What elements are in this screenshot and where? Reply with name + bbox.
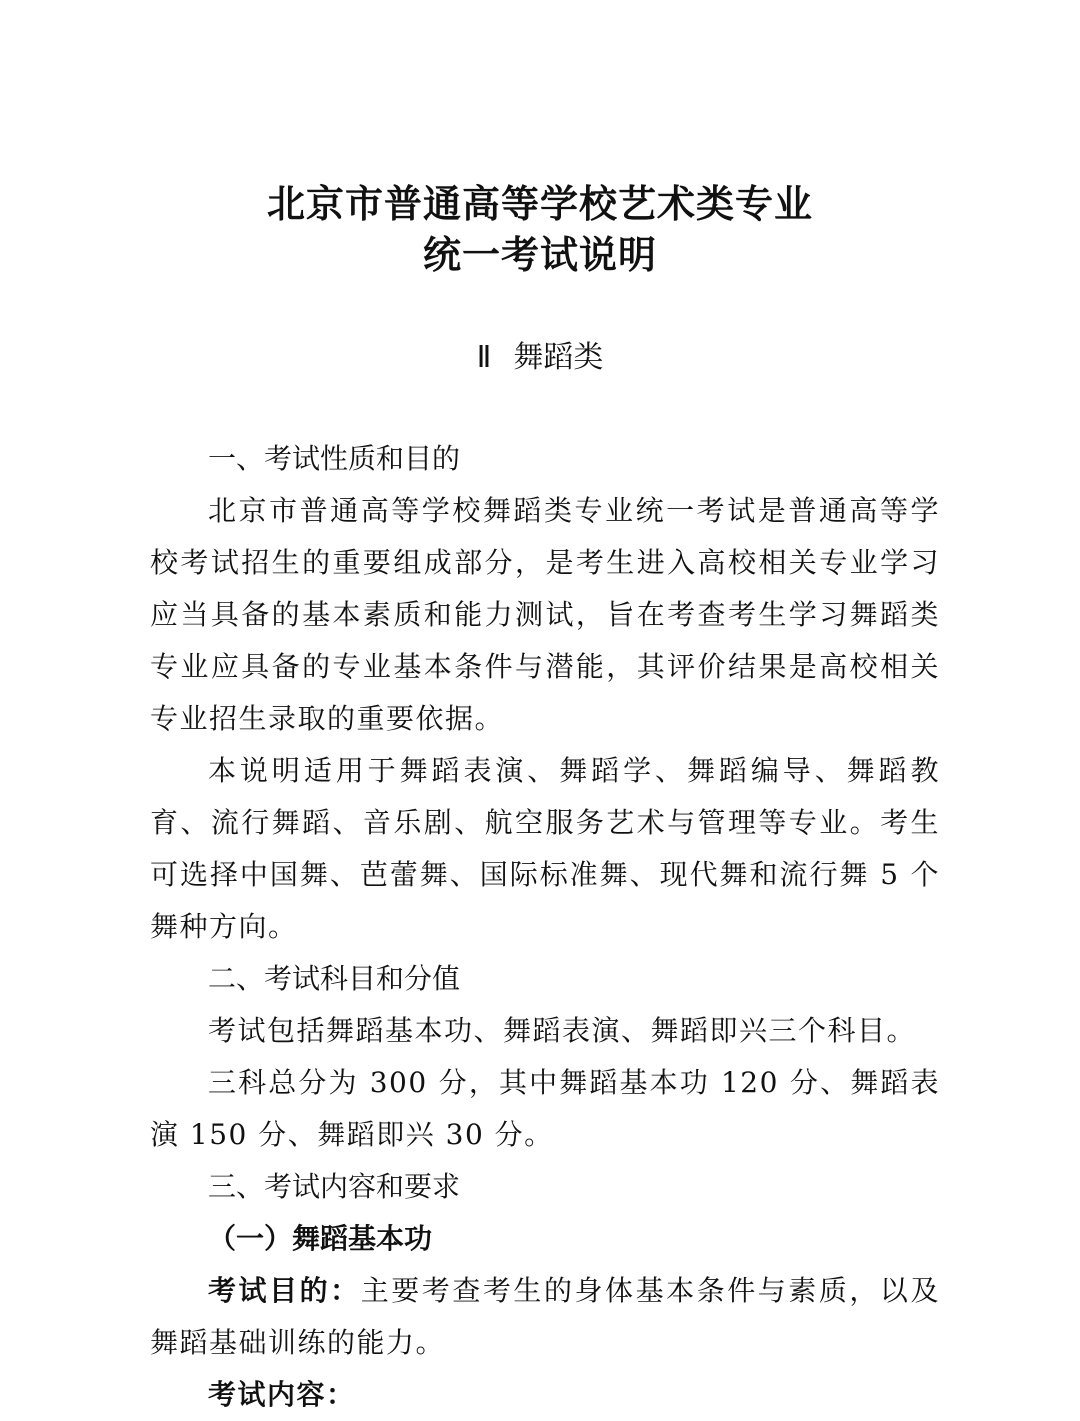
heading-content-requirements: 三、考试内容和要求: [208, 1170, 461, 1203]
document-body: [150, 433, 940, 1421]
heading-exam-nature: 一、考试性质和目的: [208, 442, 461, 475]
paragraph-exam-nature: 北京市普通高等学校舞蹈类专业统一考试是普通高等学校考试招生的重要组成部分，是考生进入高校相关专业学习应当具备的基本素质和能力测试，旨在考查考生学习舞蹈类专业应具备的专业基本条件与潜能，其评价结果是高校相关专业招生录取的重要依据。: [150, 494, 940, 735]
exam-content-label: 考试内容：: [208, 1378, 356, 1411]
subheading-dance-basics: （一）舞蹈基本功: [208, 1222, 433, 1255]
paragraph-exam-content: [150, 1369, 940, 1421]
document-title-line-2: 统一考试说明: [422, 233, 657, 277]
section-number: Ⅱ: [476, 341, 492, 374]
section-heading: [0, 336, 1080, 380]
paragraph-scope: 本说明适用于舞蹈表演、舞蹈学、舞蹈编导、舞蹈教育、流行舞蹈、音乐剧、航空服务艺术与管理等专业。考生可选择中国舞、芭蕾舞、国际标准舞、现代舞和流行舞 5 个舞种方向。: [150, 754, 940, 943]
exam-purpose-label: 考试目的：: [208, 1274, 361, 1307]
exam-purpose-text: 主要考查考生的身体基本条件与素质，以及舞蹈基础训练的能力。: [150, 1274, 940, 1359]
heading-subjects-scores: 二、考试科目和分值: [208, 962, 461, 995]
section-title: 舞蹈类: [513, 340, 604, 375]
document-title-line-1: 北京市普通高等学校艺术类专业: [266, 182, 813, 226]
paragraph-exam-purpose: [150, 1265, 940, 1369]
paragraph-scores: 三科总分为 300 分，其中舞蹈基本功 120 分、舞蹈表演 150 分、舞蹈即兴 30 分。: [150, 1066, 940, 1151]
paragraph-subjects: 考试包括舞蹈基本功、舞蹈表演、舞蹈即兴三个科目。: [208, 1014, 917, 1047]
